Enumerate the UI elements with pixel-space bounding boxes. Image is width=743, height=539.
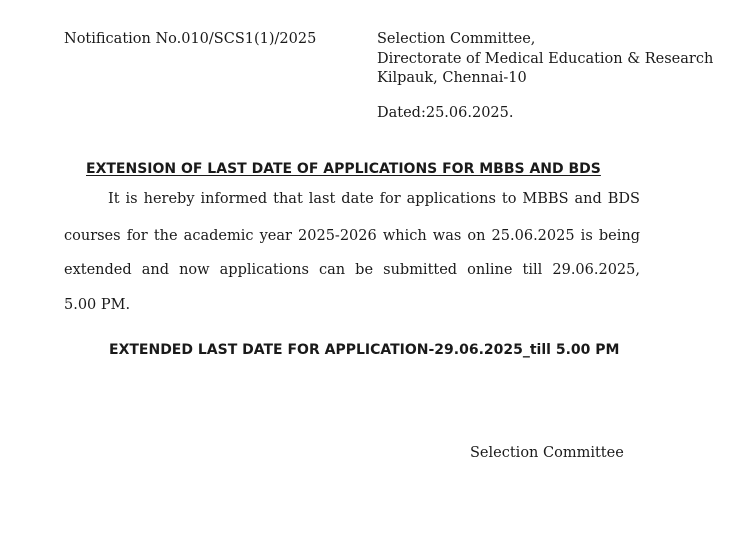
- body-line-4: 5.00 PM.: [64, 297, 131, 313]
- address-line: Kilpauk, Chennai-10: [377, 70, 527, 86]
- committee-name: Selection Committee,: [377, 31, 536, 47]
- extended-last-date: EXTENDED LAST DATE FOR APPLICATION-29.06.2025_till 5.00 PM: [109, 342, 620, 358]
- issuer-address-block: [377, 30, 713, 89]
- body-line-2: courses for the academic year 2025-2026 which was on 25.06.2025 is being: [64, 228, 640, 244]
- directorate-name: Directorate of Medical Education & Research: [377, 50, 714, 67]
- dated-line: Dated:25.06.2025.: [377, 105, 514, 121]
- signature-line: Selection Committee: [470, 445, 624, 461]
- body-line-3: extended and now applications can be submitted online till 29.06.2025,: [64, 262, 640, 278]
- notice-heading: EXTENSION OF LAST DATE OF APPLICATIONS FOR MBBS AND BDS: [86, 161, 601, 177]
- body-line-1: It is hereby informed that last date for applications to MBBS and BDS: [108, 191, 640, 207]
- notification-number: Notification No.010/SCS1(1)/2025: [64, 31, 317, 47]
